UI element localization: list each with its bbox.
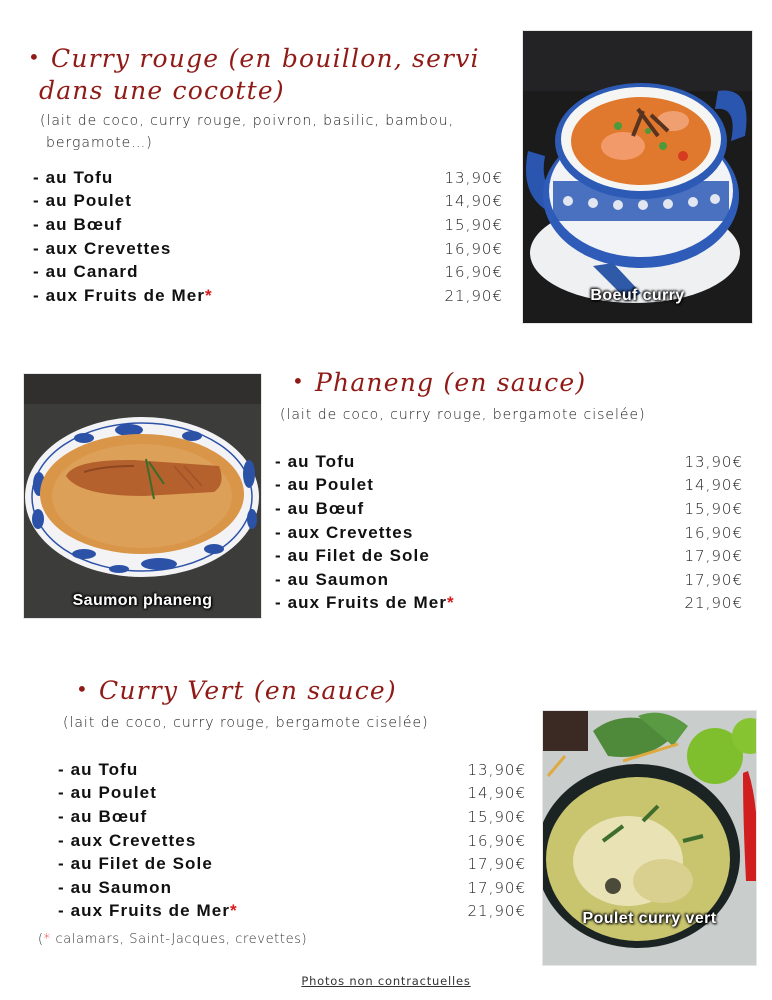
menu-item xyxy=(58,805,526,829)
menu-list-phaneng xyxy=(275,450,743,615)
menu-item xyxy=(275,450,743,474)
asterisk-icon: * xyxy=(205,285,213,305)
menu-list-curry-vert xyxy=(58,758,526,923)
desc-line-1: (lait de coco, curry rouge, poivron, basilic, bambou, xyxy=(40,113,455,129)
item-name: - aux Fruits de Mer xyxy=(58,901,231,921)
photo-caption: Boeuf curry xyxy=(590,287,685,304)
item-price: 16,90€ xyxy=(444,263,503,282)
curry-tureen-image xyxy=(523,31,752,323)
item-name: - au Canard xyxy=(33,262,139,282)
item-price: 13,90€ xyxy=(444,168,503,187)
asterisk-icon: * xyxy=(43,932,51,947)
item-price: 16,90€ xyxy=(444,239,503,258)
item-price: 13,90€ xyxy=(467,760,526,779)
title-line-1: Phaneng (en sauce) xyxy=(315,368,587,397)
menu-item xyxy=(58,829,526,853)
item-name: - aux Crevettes xyxy=(58,830,197,850)
section-title-phaneng xyxy=(292,368,586,399)
item-price: 15,90€ xyxy=(467,807,526,826)
title-line-1: Curry Vert (en sauce) xyxy=(99,676,397,705)
item-price: 14,90€ xyxy=(444,192,503,211)
item-price: 21,90€ xyxy=(444,286,503,305)
photos-disclaimer: Photos non contractuelles xyxy=(301,974,471,988)
item-name: - au Filet de Sole xyxy=(58,854,213,874)
item-price: 15,90€ xyxy=(444,215,503,234)
section-title-curry-vert xyxy=(76,676,397,707)
item-name: - aux Crevettes xyxy=(33,238,172,258)
item-price: 14,90€ xyxy=(467,784,526,803)
item-price: 13,90€ xyxy=(684,452,743,471)
menu-item xyxy=(58,782,526,806)
menu-item xyxy=(275,568,743,592)
item-name: - au Poulet xyxy=(58,783,157,803)
photo-boeuf-curry xyxy=(523,31,752,323)
menu-item xyxy=(275,474,743,498)
item-name: - au Tofu xyxy=(275,451,356,471)
menu-item xyxy=(275,497,743,521)
item-price: 14,90€ xyxy=(684,476,743,495)
item-price: 17,90€ xyxy=(467,878,526,897)
item-name: - au Filet de Sole xyxy=(275,546,430,566)
photo-saumon-phaneng xyxy=(24,374,261,618)
title-line-1: Curry rouge (en bouillon, servi xyxy=(51,44,480,73)
menu-item xyxy=(33,284,503,308)
item-name: - au Tofu xyxy=(58,759,139,779)
desc-line-2: bergamote…) xyxy=(46,135,153,151)
menu-item xyxy=(33,213,503,237)
menu-item xyxy=(275,544,743,568)
menu-item xyxy=(58,876,526,900)
item-name: - aux Fruits de Mer xyxy=(275,593,448,613)
item-price: 16,90€ xyxy=(467,831,526,850)
salmon-plate-image xyxy=(24,374,261,618)
menu-item xyxy=(275,592,743,616)
item-name: - au Saumon xyxy=(275,569,390,589)
menu-item xyxy=(275,521,743,545)
item-name: - au Poulet xyxy=(33,191,132,211)
asterisk-icon: * xyxy=(230,901,238,921)
bullet-icon: • xyxy=(76,677,89,701)
footnote-paren: ( xyxy=(38,932,44,947)
bullet-icon: • xyxy=(28,45,41,69)
photo-poulet-curry-vert xyxy=(543,711,756,965)
photo-caption: Poulet curry vert xyxy=(582,910,717,927)
section-description: (lait de coco, curry rouge, bergamote ciselée) xyxy=(280,407,646,423)
section-description: (lait de coco, curry rouge, bergamote ciselée) xyxy=(63,715,429,731)
item-price: 17,90€ xyxy=(684,547,743,566)
menu-item xyxy=(33,166,503,190)
section-title-curry-rouge xyxy=(28,44,480,75)
item-name: - au Bœuf xyxy=(275,498,365,518)
item-price: 15,90€ xyxy=(684,499,743,518)
menu-item xyxy=(33,190,503,214)
item-name: - aux Fruits de Mer xyxy=(33,285,206,305)
footnote-text: calamars, Saint-Jacques, crevettes) xyxy=(50,932,308,947)
menu-item xyxy=(33,237,503,261)
item-name: - au Bœuf xyxy=(58,806,148,826)
photo-caption: Saumon phaneng xyxy=(72,592,213,609)
item-name: - au Poulet xyxy=(275,475,374,495)
item-price: 21,90€ xyxy=(684,594,743,613)
item-price: 17,90€ xyxy=(684,570,743,589)
menu-item xyxy=(58,900,526,924)
item-price: 17,90€ xyxy=(467,855,526,874)
item-name: - aux Crevettes xyxy=(275,522,414,542)
menu-item xyxy=(33,260,503,284)
seafood-footnote xyxy=(38,932,307,947)
item-price: 21,90€ xyxy=(467,902,526,921)
item-name: - au Saumon xyxy=(58,877,173,897)
item-price: 16,90€ xyxy=(684,523,743,542)
asterisk-icon: * xyxy=(447,593,455,613)
bullet-icon: • xyxy=(292,369,305,393)
item-name: - au Tofu xyxy=(33,167,114,187)
section-description xyxy=(40,110,454,154)
menu-list-curry-rouge xyxy=(33,166,503,308)
section-title-line2: dans une cocotte) xyxy=(39,76,285,105)
item-name: - au Bœuf xyxy=(33,214,123,234)
menu-item xyxy=(58,852,526,876)
menu-item xyxy=(58,758,526,782)
